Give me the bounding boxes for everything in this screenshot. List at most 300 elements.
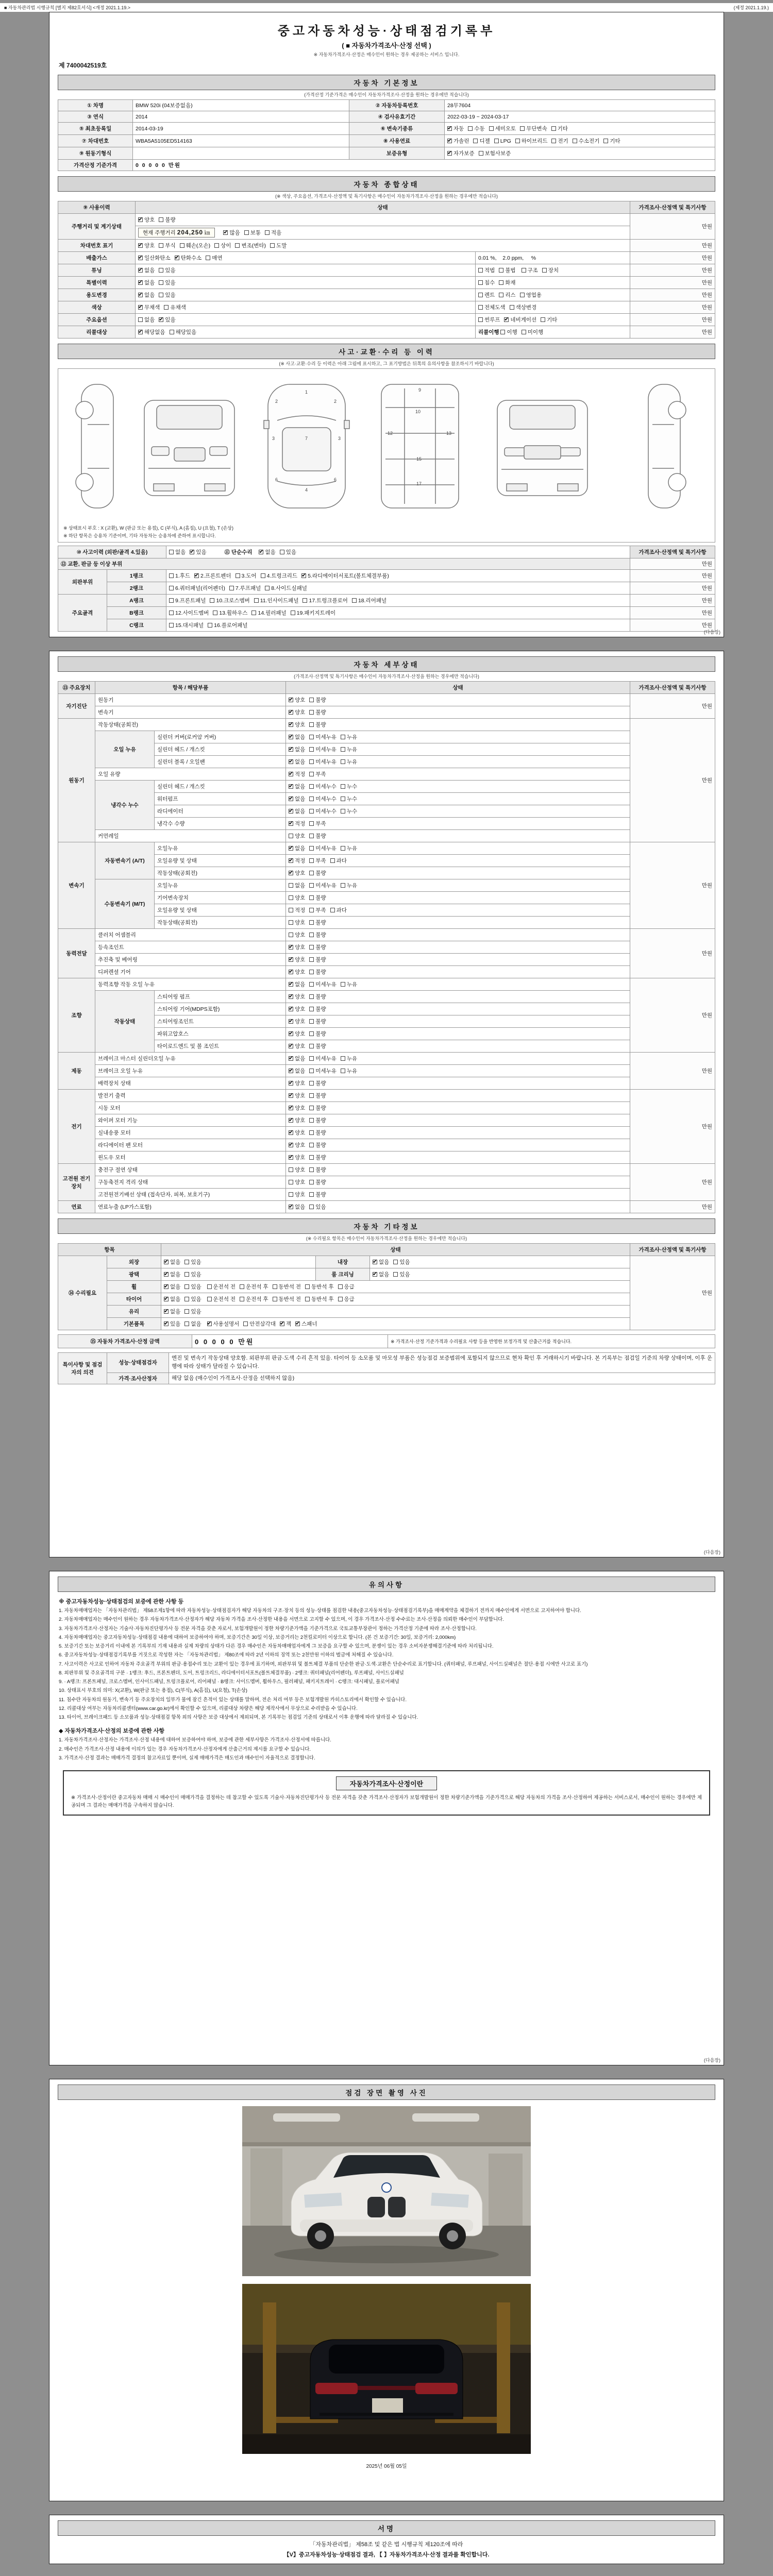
option-썬루프[interactable] — [478, 316, 500, 324]
option-무단변속[interactable] — [520, 125, 547, 132]
option-있음[interactable] — [184, 1295, 201, 1303]
option-label: 수소전기 — [578, 138, 600, 144]
option-양호[interactable] — [289, 1092, 305, 1099]
option-없음[interactable] — [289, 844, 305, 852]
option-있음[interactable] — [393, 1258, 410, 1266]
option-불법[interactable] — [499, 266, 515, 274]
option-label: 4.트렁크리드 — [266, 573, 298, 579]
option-양호[interactable] — [289, 1042, 305, 1050]
option-양호[interactable] — [289, 1191, 305, 1198]
checkbox-icon — [289, 871, 293, 875]
option-불량[interactable] — [309, 943, 326, 951]
option-불량[interactable] — [309, 931, 326, 939]
option-불량[interactable] — [309, 968, 326, 976]
option-색상변경[interactable] — [510, 303, 537, 311]
option-9.프론트패널[interactable] — [169, 597, 206, 604]
option-8.사이드실패널[interactable] — [265, 584, 307, 592]
option-없음[interactable] — [164, 1295, 180, 1303]
option-없음[interactable] — [373, 1258, 389, 1266]
option-양호[interactable] — [289, 1129, 305, 1137]
option-미이행[interactable] — [522, 328, 543, 336]
option-누유[interactable] — [341, 745, 357, 753]
option-미세누유[interactable] — [309, 758, 337, 766]
option-세미오토[interactable] — [489, 125, 516, 132]
option-있음[interactable] — [280, 548, 296, 556]
option-불량[interactable] — [309, 1166, 326, 1174]
emission-values: 0.01 %, 2.0 ppm, % — [475, 252, 630, 264]
option-미세누수[interactable] — [309, 783, 337, 790]
option-불량[interactable] — [309, 1178, 326, 1186]
option-양호[interactable] — [289, 708, 305, 716]
option-양호[interactable] — [289, 1018, 305, 1025]
option-도말[interactable] — [270, 242, 287, 249]
option-label: 없음 — [295, 883, 306, 889]
row-tuning — [58, 264, 715, 277]
option-해당없음[interactable] — [138, 328, 165, 336]
option-있음[interactable] — [184, 1308, 201, 1315]
option-누유[interactable] — [341, 882, 357, 889]
option-11.인사이드패널[interactable] — [254, 597, 299, 604]
option-양호[interactable] — [289, 1079, 305, 1087]
notice-line: 11. 침수란 자동차의 원동기, 변속기 등 주요장치의 일부가 물에 잠긴 흔적이 있는 상태를 말하며, 전손 처리 여부 등은 보험개발원 카히스토리에서 확인할 수 있습니다. — [59, 1697, 407, 1703]
option-있음[interactable] — [159, 279, 175, 286]
option-불량[interactable] — [309, 1005, 326, 1013]
option-있음[interactable] — [184, 1283, 201, 1291]
option-있음[interactable] — [164, 1320, 180, 1328]
option-미세누유[interactable] — [309, 980, 337, 988]
option-기타[interactable] — [603, 137, 620, 145]
option-누유[interactable] — [341, 980, 357, 988]
option-불량[interactable] — [309, 832, 326, 840]
option-불량[interactable] — [309, 1154, 326, 1161]
option-자가보증[interactable] — [447, 149, 475, 157]
option-없음[interactable] — [289, 795, 305, 803]
option-누유[interactable] — [341, 758, 357, 766]
notice-line: 1. 자동차가격조사·산정자는 가격조사·산정 내용에 대하여 보증하여야 하며, 보증에 관한 세부사항은 가격조사·산정서에 따릅니다. — [59, 1737, 331, 1743]
option-불량[interactable] — [309, 696, 326, 704]
option-양호[interactable] — [289, 1166, 305, 1174]
option-3.도어[interactable] — [236, 572, 257, 580]
option-미세누유[interactable] — [309, 882, 337, 889]
option-없음[interactable] — [289, 745, 305, 753]
title-option: ( ■ 자동차가격조사·산정 선택 ) — [342, 42, 431, 49]
option-없음[interactable] — [138, 266, 155, 274]
option-label: 없음 — [295, 1056, 306, 1062]
option-과다[interactable] — [330, 857, 347, 865]
option-label: 양호 — [295, 1179, 306, 1185]
item-label: 구동축전지 격리 상태 — [95, 1176, 286, 1189]
basic-info-table — [58, 99, 715, 171]
checkbox-icon — [309, 796, 314, 801]
option-있음[interactable] — [309, 1203, 326, 1211]
option-label: 기타 — [557, 126, 568, 132]
checkbox-icon — [309, 710, 314, 715]
option-운전석 후[interactable] — [240, 1295, 268, 1303]
next-page-marker: (다음장) — [703, 630, 720, 635]
tuning-label: 튜닝 — [58, 264, 136, 277]
option-불량[interactable] — [309, 919, 326, 926]
option-누수[interactable] — [341, 795, 357, 803]
option-불량[interactable] — [309, 1104, 326, 1112]
rankB-label: B랭크 — [107, 607, 166, 619]
option-양호[interactable] — [289, 931, 305, 939]
option-양호[interactable] — [289, 1116, 305, 1124]
option-5.라디에이터서포트(볼트체결부품)[interactable] — [301, 572, 389, 580]
option-양호[interactable] — [289, 832, 305, 840]
option-불량[interactable] — [309, 1129, 326, 1137]
option-16.플로어패널[interactable] — [208, 621, 247, 629]
option-보통[interactable] — [244, 229, 261, 236]
checkbox-icon — [207, 1297, 212, 1301]
option-기타[interactable] — [551, 125, 568, 132]
option-유채색[interactable] — [164, 303, 186, 311]
option-훼손(오손)[interactable] — [180, 242, 211, 249]
option-없음[interactable] — [138, 279, 155, 286]
option-label: 누유 — [346, 759, 358, 765]
option-해당있음[interactable] — [170, 328, 197, 336]
option-동반석 후[interactable] — [305, 1295, 334, 1303]
option-양호[interactable] — [289, 1005, 305, 1013]
option-수동[interactable] — [468, 125, 484, 132]
option-불량[interactable] — [309, 956, 326, 963]
checkbox-icon — [261, 573, 265, 578]
option-미세누유[interactable] — [309, 1067, 337, 1075]
option-화재[interactable] — [499, 279, 515, 286]
option-label: 미세누유 — [315, 1068, 337, 1074]
option-운전석 전[interactable] — [207, 1295, 236, 1303]
checkbox-icon — [289, 957, 293, 962]
option-동반석 후[interactable] — [305, 1283, 334, 1291]
option-불량[interactable] — [309, 1018, 326, 1025]
option-label: 19.패키지트레이 — [296, 610, 336, 616]
option-17.트렁크플로어[interactable] — [303, 597, 347, 604]
option-18.리어패널[interactable] — [352, 597, 386, 604]
checkbox-icon — [138, 268, 143, 273]
option-양호[interactable] — [289, 1154, 305, 1161]
option-스패너[interactable] — [295, 1320, 317, 1328]
option-없음[interactable] — [373, 1270, 389, 1278]
page-title: 중고자동차성능·상태점검기록부 — [277, 24, 496, 38]
option-양호[interactable] — [289, 1141, 305, 1149]
device-label: 자기진단 — [58, 694, 95, 719]
option-부족[interactable] — [309, 820, 326, 827]
option-양호[interactable] — [289, 721, 305, 728]
item-label: 브레이크 오일 누유 — [95, 1065, 286, 1077]
option-수소전기[interactable] — [573, 137, 600, 145]
option-변조(변타)[interactable] — [235, 242, 266, 249]
checkbox-icon — [289, 1192, 293, 1197]
option-없음[interactable] — [289, 980, 305, 988]
option-미세누수[interactable] — [309, 807, 337, 815]
option-누유[interactable] — [341, 844, 357, 852]
option-양호[interactable] — [289, 919, 305, 926]
option-렌트[interactable] — [478, 291, 495, 299]
option-양호[interactable] — [289, 1178, 305, 1186]
option-적법[interactable] — [478, 266, 495, 274]
option-label: 무채색 — [144, 304, 160, 311]
rankB-options — [166, 607, 630, 619]
base-price-value: 0 0 0 0 0 만원 — [133, 160, 715, 171]
form-reference-right: (제정 2021.1.19.) — [733, 5, 769, 10]
option-불량[interactable] — [309, 1092, 326, 1099]
checkbox-icon — [289, 1007, 293, 1011]
option-양호[interactable] — [289, 1030, 305, 1038]
option-양호[interactable] — [289, 696, 305, 704]
row-recall — [58, 326, 715, 338]
option-불량[interactable] — [159, 216, 175, 224]
option-없음[interactable] — [289, 1055, 305, 1062]
option-10.크로스멤버[interactable] — [210, 597, 249, 604]
option-label: 미세누수 — [315, 784, 337, 790]
option-불량[interactable] — [309, 721, 326, 728]
option-동반석 전[interactable] — [273, 1295, 301, 1303]
option-안전삼각대[interactable] — [243, 1320, 276, 1328]
polish-label: 광택 — [107, 1268, 161, 1281]
option-불량[interactable] — [309, 993, 326, 1001]
checkbox-icon — [473, 139, 478, 143]
checkbox-icon — [309, 834, 314, 838]
item-label: 오일유량 및 상태 — [155, 904, 286, 917]
subgroup-label: 오일 누유 — [95, 731, 155, 768]
option-전체도색[interactable] — [478, 303, 506, 311]
option-있음[interactable] — [184, 1270, 201, 1278]
option-응급[interactable] — [338, 1283, 355, 1291]
option-없음[interactable] — [138, 291, 155, 299]
option-불량[interactable] — [309, 1191, 326, 1198]
detail-row — [58, 706, 715, 719]
recall-options — [136, 326, 476, 338]
option-있음[interactable] — [159, 266, 175, 274]
option-없음[interactable] — [164, 1270, 180, 1278]
checkbox-icon — [289, 846, 293, 851]
option-미세누유[interactable] — [309, 844, 337, 852]
option-미세누수[interactable] — [309, 795, 337, 803]
option-영업용[interactable] — [520, 291, 542, 299]
next-page-marker: (다음장) — [703, 2058, 720, 2063]
option-적정[interactable] — [289, 770, 305, 778]
option-적음[interactable] — [265, 229, 281, 236]
option-label: 10.크로스멤버 — [216, 598, 250, 604]
option-19.패키지트레이[interactable] — [291, 609, 335, 617]
option-과다[interactable] — [330, 906, 347, 914]
option-label: 무단변속 — [526, 126, 547, 132]
detail-row — [58, 1028, 715, 1040]
option-6.쿼터패널(리어펜더)[interactable] — [169, 584, 225, 592]
option-양호[interactable] — [138, 216, 155, 224]
vin-label: ⑦ 차대번호 — [58, 135, 133, 147]
option-불량[interactable] — [309, 708, 326, 716]
option-적정[interactable] — [289, 857, 305, 865]
option-15.대시패널[interactable] — [169, 621, 204, 629]
option-양호[interactable] — [289, 1104, 305, 1112]
option-구조[interactable] — [522, 266, 538, 274]
notice-line: 4. 자동차매매업자는 중고자동차성능·상태점검 내용에 대하여 보증하여야 하며, 보증기간은 30일 이상, 보증거리는 2천킬로미터 이상으로 합니다. (본 건 보증기간: 30일, 보증거리: 2,000km) — [59, 1634, 456, 1640]
option-14.필러패널[interactable] — [251, 609, 286, 617]
option-잭[interactable] — [280, 1320, 291, 1328]
option-label: 누유 — [346, 747, 358, 753]
option-리스[interactable] — [499, 291, 515, 299]
option-적정[interactable] — [289, 820, 305, 827]
option-운전석 후[interactable] — [240, 1283, 268, 1291]
option-2.프론트펜더[interactable] — [194, 572, 231, 580]
option-양호[interactable] — [289, 956, 305, 963]
option-불량[interactable] — [309, 1030, 326, 1038]
detail-row — [58, 917, 715, 929]
option-부족[interactable] — [309, 770, 326, 778]
option-없음[interactable] — [184, 1320, 201, 1328]
detail-row — [58, 966, 715, 978]
etc-row-tire — [58, 1293, 715, 1306]
option-가솔린[interactable] — [447, 137, 469, 145]
option-label: 불량 — [315, 1192, 326, 1198]
row-rank1 — [58, 570, 715, 582]
checkbox-icon — [393, 1272, 398, 1277]
option-부족[interactable] — [309, 906, 326, 914]
option-동반석 전[interactable] — [273, 1283, 301, 1291]
option-없음[interactable] — [289, 807, 305, 815]
option-침수[interactable] — [478, 279, 495, 286]
option-불량[interactable] — [309, 1141, 326, 1149]
option-label: 양호 — [295, 932, 306, 938]
option-누유[interactable] — [341, 733, 357, 741]
option-네비게이션[interactable] — [504, 316, 536, 324]
option-자동[interactable] — [447, 125, 464, 132]
detail-row — [58, 1015, 715, 1028]
checkbox-icon — [289, 1081, 293, 1086]
option-전기[interactable] — [551, 137, 568, 145]
interior-options — [370, 1256, 630, 1268]
option-label: 양호 — [295, 1043, 306, 1049]
option-불량[interactable] — [309, 894, 326, 902]
option-부식[interactable] — [159, 242, 175, 249]
option-탄화수소[interactable] — [175, 254, 202, 262]
option-기타[interactable] — [541, 316, 557, 324]
option-없음[interactable] — [289, 1203, 305, 1211]
option-적정[interactable] — [289, 906, 305, 914]
option-없음[interactable] — [164, 1308, 180, 1315]
option-미세누유[interactable] — [309, 733, 337, 741]
item-label: 발전기 출력 — [95, 1090, 286, 1102]
option-1.후드[interactable] — [169, 572, 190, 580]
option-누수[interactable] — [341, 783, 357, 790]
option-양호[interactable] — [289, 894, 305, 902]
option-없음[interactable] — [164, 1283, 180, 1291]
option-4.트렁크리드[interactable] — [261, 572, 297, 580]
option-부족[interactable] — [309, 857, 326, 865]
option-불량[interactable] — [309, 1116, 326, 1124]
option-label: 훼손(오손) — [186, 243, 211, 249]
option-있음[interactable] — [190, 548, 206, 556]
option-label: 전기 — [558, 138, 568, 144]
option-없음[interactable] — [289, 882, 305, 889]
checkbox-icon — [341, 735, 345, 739]
checkbox-icon — [270, 243, 275, 248]
option-7.루프패널[interactable] — [229, 584, 261, 592]
option-LPG[interactable] — [494, 138, 511, 144]
option-label: 없음 — [295, 784, 306, 790]
option-디젤[interactable] — [473, 137, 490, 145]
option-없음[interactable] — [138, 316, 155, 324]
valid-value: 2022-03-19 ~ 2024-03-17 — [445, 111, 715, 123]
detail-row — [58, 1189, 715, 1201]
option-응급[interactable] — [338, 1295, 355, 1303]
option-label: 양호 — [295, 1080, 306, 1087]
option-없음[interactable] — [289, 733, 305, 741]
item-label: 클러치 어셈블리 — [95, 929, 286, 941]
legend-standard: ※ 하단 항목은 승용차 기준이며, 기타 자동차는 승용차에 준하여 표시합니다. — [63, 533, 216, 538]
row-mileage-gauge — [58, 214, 715, 226]
option-label: 불량 — [315, 1142, 326, 1148]
option-13.휠하우스[interactable] — [213, 609, 247, 617]
option-label: 양호 — [295, 957, 306, 963]
checkbox-icon — [289, 933, 293, 937]
option-미세누유[interactable] — [309, 745, 337, 753]
accident-history-cell — [166, 546, 630, 558]
option-있음[interactable] — [159, 291, 175, 299]
option-사용설명서[interactable] — [207, 1320, 240, 1328]
option-보험사보증[interactable] — [479, 149, 511, 157]
document-number: 제 7400042519호 — [59, 62, 107, 69]
option-매연[interactable] — [206, 254, 222, 262]
option-label: 과다 — [336, 858, 347, 864]
option-양호[interactable] — [289, 968, 305, 976]
checkbox-icon — [295, 1321, 300, 1326]
option-일산화탄소[interactable] — [138, 254, 171, 262]
option-없음[interactable] — [289, 1067, 305, 1075]
checkbox-icon — [251, 611, 256, 615]
option-불량[interactable] — [309, 1079, 326, 1087]
option-label: 변조(변타) — [241, 243, 266, 249]
option-양호[interactable] — [289, 943, 305, 951]
item-label: 작동상태(공회전) — [155, 917, 286, 929]
option-무채색[interactable] — [138, 303, 160, 311]
option-불량[interactable] — [309, 869, 326, 877]
detail-row — [58, 1114, 715, 1127]
checkbox-icon — [289, 970, 293, 974]
option-불량[interactable] — [309, 1042, 326, 1050]
option-하이브리드[interactable] — [515, 137, 548, 145]
option-없음[interactable] — [259, 548, 275, 556]
option-label: 7.루프패널 — [235, 585, 261, 591]
checkbox-icon — [309, 1130, 314, 1135]
option-없음[interactable] — [289, 783, 305, 790]
option-없음[interactable] — [289, 758, 305, 766]
option-미세누유[interactable] — [309, 1055, 337, 1062]
option-있음[interactable] — [184, 1258, 201, 1266]
option-label: 사용설명서 — [213, 1321, 240, 1327]
option-label: 있음 — [191, 1309, 201, 1315]
option-운전석 전[interactable] — [207, 1283, 236, 1291]
option-12.사이드멤버[interactable] — [169, 609, 209, 617]
option-누유[interactable] — [341, 1055, 357, 1062]
option-양호[interactable] — [138, 242, 155, 249]
option-없음[interactable] — [169, 548, 186, 556]
option-양호[interactable] — [289, 869, 305, 877]
option-상이[interactable] — [214, 242, 231, 249]
checkbox-icon — [301, 573, 306, 578]
option-있음[interactable] — [393, 1270, 410, 1278]
option-없음[interactable] — [164, 1258, 180, 1266]
option-이행[interactable] — [500, 328, 517, 336]
option-양호[interactable] — [289, 993, 305, 1001]
option-많음[interactable] — [223, 229, 240, 236]
option-장치[interactable] — [542, 266, 559, 274]
state-cell — [286, 929, 630, 941]
checkbox-icon — [240, 1284, 244, 1289]
option-누수[interactable] — [341, 807, 357, 815]
option-누유[interactable] — [341, 1067, 357, 1075]
option-있음[interactable] — [159, 316, 175, 324]
